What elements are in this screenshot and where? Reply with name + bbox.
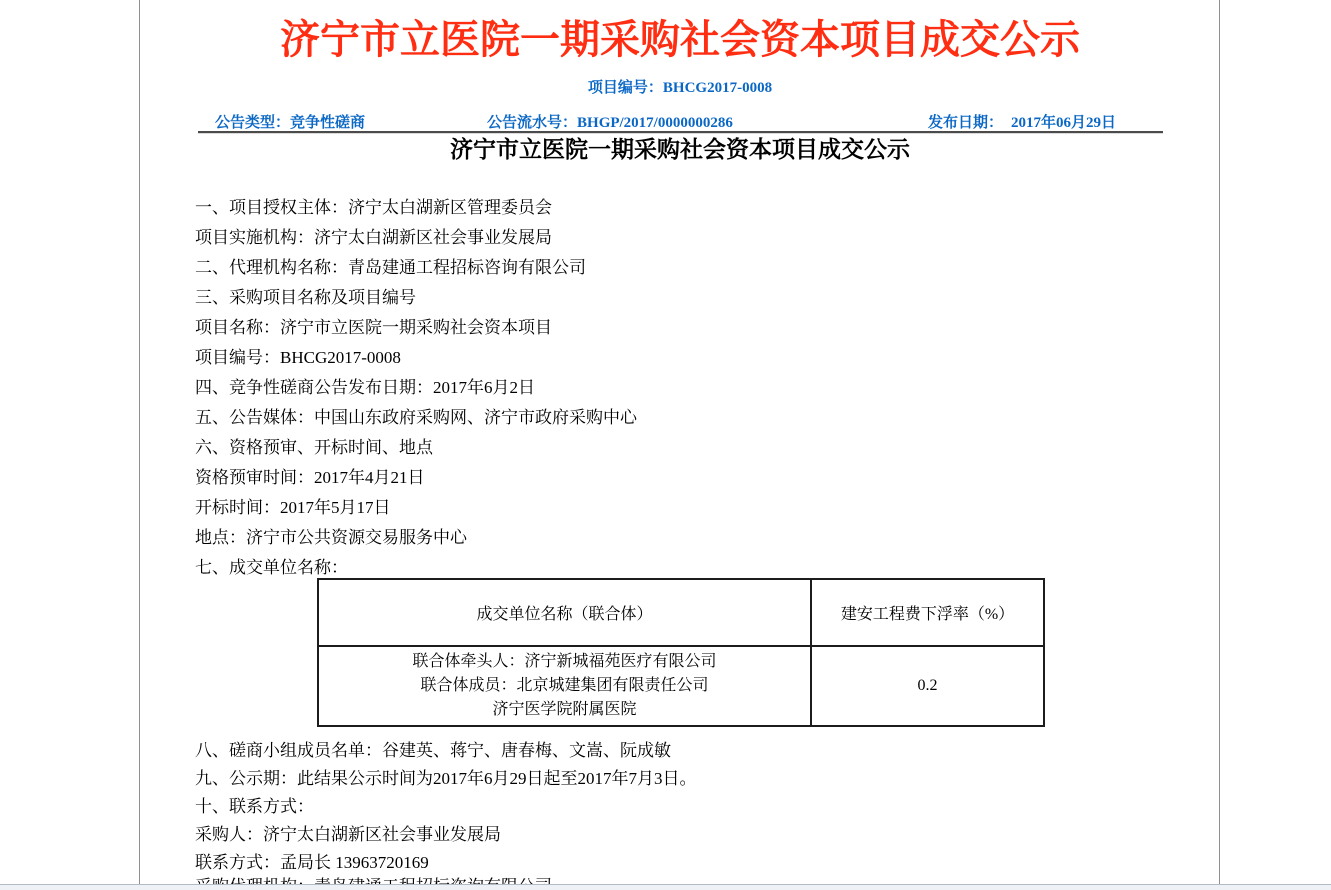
- announcement-meta-row: [140, 111, 1220, 130]
- body-line: 开标时间：2017年5月17日: [195, 498, 391, 517]
- body-line: 项目编号：BHCG2017-0008: [195, 348, 401, 367]
- body-line: 项目名称：济宁市立医院一期采购社会资本项目: [195, 318, 552, 337]
- award-table-header-rate: 建安工程费下浮率（%）: [811, 579, 1044, 646]
- announcement-serial: [487, 111, 733, 132]
- award-table-header-row: [318, 579, 1044, 646]
- horizontal-scrollbar-track[interactable]: [0, 884, 1331, 890]
- announcement-content: [195, 193, 1185, 890]
- footer-line: 采购人：济宁太白湖新区社会事业发展局: [195, 825, 501, 844]
- announcement-type: [215, 111, 365, 132]
- award-table: [317, 578, 1045, 727]
- announcement-serial-label: 公告流水号：: [487, 115, 578, 131]
- document-body: [140, 0, 1220, 890]
- body-line: 五、公告媒体：中国山东政府采购网、济宁市政府采购中心: [195, 408, 637, 427]
- winner-line: 联合体成员：北京城建集团有限责任公司: [420, 677, 709, 694]
- body-line: 一、项目授权主体：济宁太白湖新区管理委员会: [195, 198, 552, 217]
- footer-line: 八、磋商小组成员名单：谷建英、蒋宁、唐春梅、文嵩、阮成敏: [195, 741, 671, 760]
- footer-line: 联系方式：孟局长 13963720169: [195, 853, 429, 872]
- award-table-row: [318, 646, 1044, 726]
- announcement-subtitle: 济宁市立医院一期采购社会资本项目成交公示: [450, 137, 910, 162]
- project-number-label: 项目编号：: [587, 80, 663, 96]
- body-line: 二、代理机构名称：青岛建通工程招标咨询有限公司: [195, 258, 586, 277]
- body-line: 四、竞争性磋商公告发布日期：2017年6月2日: [195, 378, 535, 397]
- footer-line: 九、公示期：此结果公示时间为2017年6月29日起至2017年7月3日。: [195, 769, 697, 788]
- announcement-serial-value: BHGP/2017/0000000286: [577, 115, 733, 131]
- winner-cell: [318, 646, 811, 726]
- announcement-type-label: 公告类型：: [215, 115, 291, 131]
- publish-date-value: 2017年06月29日: [1011, 115, 1117, 131]
- award-table-header-winner: 成交单位名称（联合体）: [318, 579, 811, 646]
- body-line: 项目实施机构：济宁太白湖新区社会事业发展局: [195, 228, 552, 247]
- publish-date-label: 发布日期：: [928, 115, 1004, 131]
- publish-date: [928, 111, 1116, 132]
- body-line: 六、资格预审、开标时间、地点: [195, 438, 433, 457]
- project-number-value: BHCG2017-0008: [662, 80, 773, 96]
- project-number-line: [140, 79, 1220, 98]
- body-line: 三、采购项目名称及项目编号: [195, 288, 416, 307]
- winner-line: 联合体牵头人：济宁新城福苑医疗有限公司: [412, 653, 717, 670]
- rate-cell: 0.2: [811, 646, 1044, 726]
- winner-line: 济宁医学院附属医院: [492, 701, 637, 718]
- announcement-type-value: 竞争性磋商: [290, 115, 366, 131]
- announcement-footer: [195, 737, 1185, 890]
- header-divider-rule: [198, 131, 1163, 134]
- body-line: 七、成交单位名称：: [195, 558, 348, 577]
- announcement-main-title: 济宁市立医院一期采购社会资本项目成交公示: [280, 17, 1080, 62]
- body-line: 资格预审时间：2017年4月21日: [195, 468, 425, 487]
- footer-line: 十、联系方式：: [195, 797, 314, 816]
- body-line: 地点：济宁市公共资源交易服务中心: [195, 528, 467, 547]
